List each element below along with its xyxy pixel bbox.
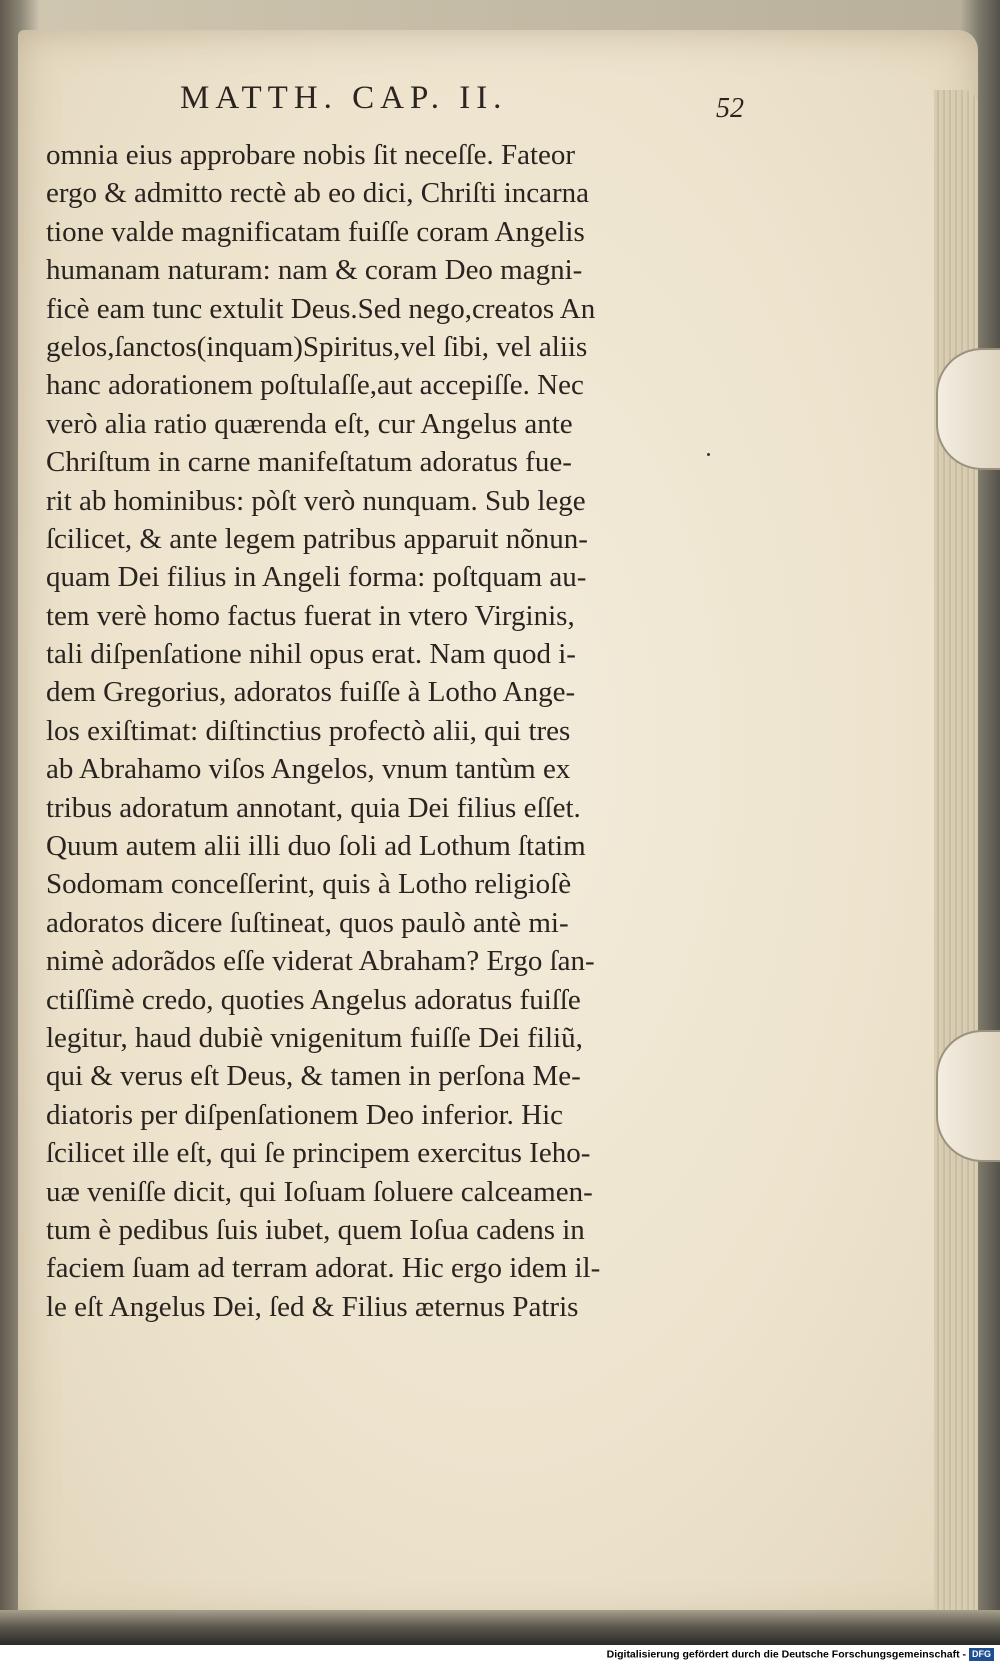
running-header: MATTH. CAP. II. bbox=[180, 80, 508, 116]
text-line: rit ab hominibus: pòſt verò nunquam. Sub lege bbox=[46, 484, 586, 517]
text-line: verò alia ratio quærenda eſt, cur Angelus ante bbox=[46, 407, 573, 440]
text-line: uæ veniſſe dicit, qui Ioſuam ſoluere calceamen- bbox=[46, 1175, 593, 1208]
text-line: ſcilicet, & ante legem patribus apparuit nõnun- bbox=[46, 522, 588, 555]
page-tab-upper bbox=[936, 348, 1000, 470]
text-line: tem verè homo factus fuerat in vtero Virginis, bbox=[46, 599, 575, 632]
text-line: gelos,ſanctos(inquam)Spiritus,vel ſibi, vel aliis bbox=[46, 330, 588, 363]
text-line: hanc adorationem poſtulaſſe,aut accepiſſe. Nec bbox=[46, 369, 584, 402]
body-text bbox=[46, 136, 706, 1326]
ink-mark bbox=[707, 453, 710, 456]
text-line: humanam naturam: nam & coram Deo magni- bbox=[46, 254, 583, 287]
text-line: omnia eius approbare nobis ſit neceſſe. Fateor bbox=[46, 139, 576, 171]
page-tab-lower bbox=[936, 1030, 1000, 1162]
footer-credit: Digitalisierung gefördert durch die Deutsche Forschungsgemeinschaft - bbox=[606, 1648, 966, 1661]
text-line: adoratos dicere ſuſtineat, quos paulò antè mi- bbox=[46, 906, 569, 939]
text-line: faciem ſuam ad terram adorat. Hic ergo idem il- bbox=[46, 1252, 601, 1285]
text-line: ſcilicet ille eſt, qui ſe principem exercitus Ieho- bbox=[46, 1137, 591, 1170]
text-line: dem Gregorius, adoratos fuiſſe à Lotho Ange- bbox=[46, 676, 576, 709]
text-line: Quum autem alii illi duo ſoli ad Lothum ſtatim bbox=[46, 830, 586, 863]
text-line: le eſt Angelus Dei, ſed & Filius æternus Patris bbox=[46, 1290, 579, 1323]
dfg-logo: DFG bbox=[969, 1648, 994, 1661]
text-line: quam Dei filius in Angeli forma: poſtquam au- bbox=[46, 561, 587, 594]
text-line: ficè eam tunc extulit Deus.Sed nego,creatos An bbox=[46, 292, 596, 325]
page-number: 52 bbox=[716, 93, 744, 124]
text-line: legitur, haud dubiè vnigenitum fuiſſe Dei filiũ, bbox=[46, 1021, 583, 1054]
text-line: tum è pedibus ſuis iubet, quem Ioſua cadens in bbox=[46, 1213, 585, 1246]
book-bottom-edge bbox=[0, 1610, 1000, 1645]
digitization-footer bbox=[0, 1648, 994, 1668]
text-line: ab Abrahamo viſos Angelos, vnum tantùm ex bbox=[46, 753, 571, 786]
text-line: los exiſtimat: diſtinctius profectò alii, qui tres bbox=[46, 714, 571, 747]
text-line: nimè adorãdos eſſe viderat Abraham? Ergo ſan- bbox=[46, 945, 595, 978]
text-line: Chriſtum in carne manifeſtatum adoratus fue- bbox=[46, 446, 572, 479]
text-line: qui & verus eſt Deus, & tamen in perſona Me- bbox=[46, 1060, 581, 1093]
text-line: tali diſpenſatione nihil opus erat. Nam quod i- bbox=[46, 638, 576, 671]
text-line: ergo & admitto rectè ab eo dici, Chriſti incarna bbox=[46, 177, 590, 210]
text-line: tione valde magnificatam fuiſſe coram Angelis bbox=[46, 215, 585, 248]
text-line: ctiſſimè credo, quoties Angelus adoratus fuiſſe bbox=[46, 983, 581, 1016]
text-line: diatoris per diſpenſationem Deo inferior. Hic bbox=[46, 1098, 564, 1131]
text-line: Sodomam conceſſerint, quis à Lotho religioſè bbox=[46, 868, 572, 901]
text-line: tribus adoratum annotant, quia Dei filius eſſet. bbox=[46, 791, 581, 824]
page-stack-edge bbox=[934, 90, 978, 1630]
